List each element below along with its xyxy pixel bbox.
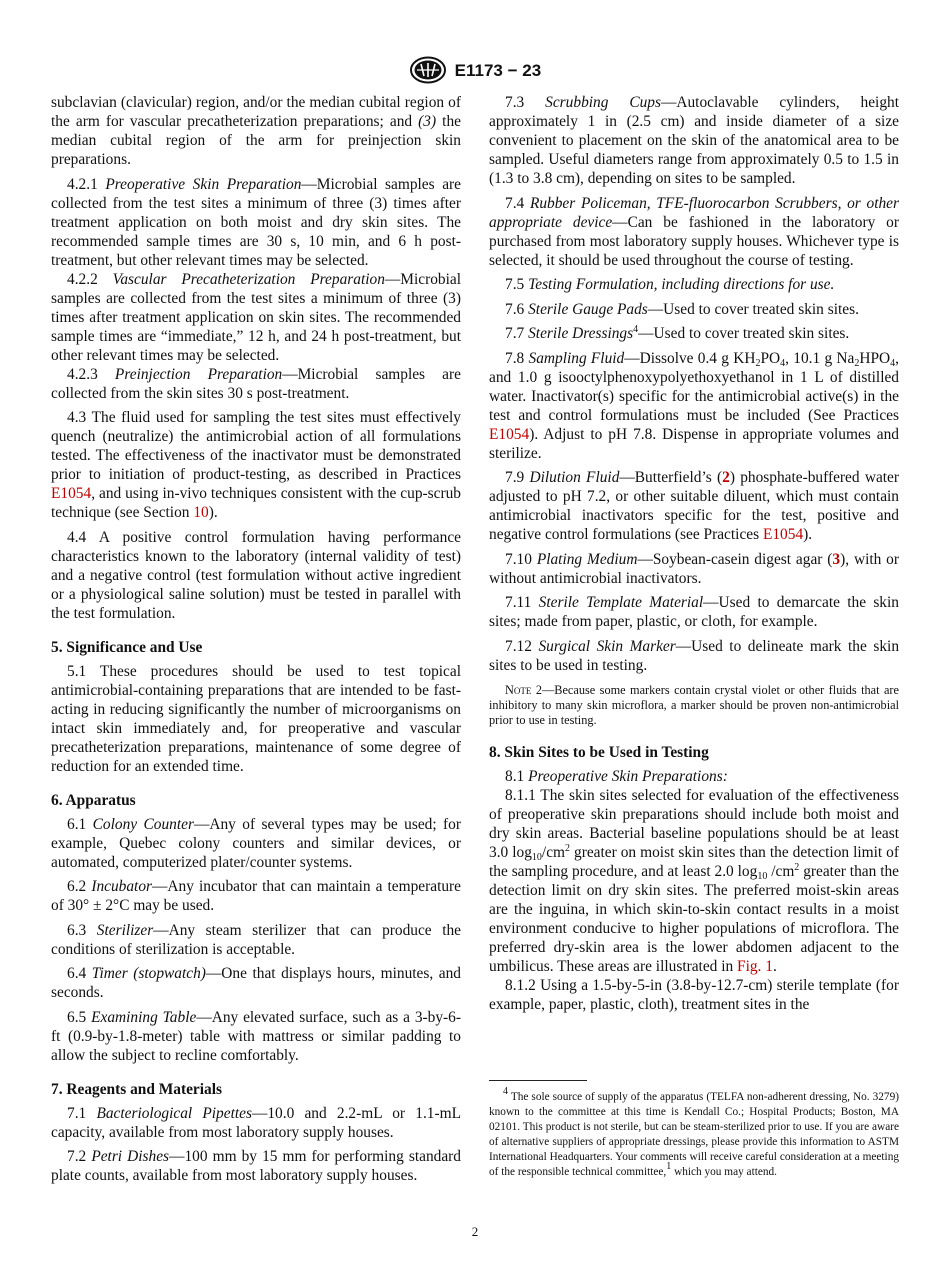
paragraph-7-1: 7.1 Bacteriological Pipettes—10.0 and 2.2-mL or 1.1-mL capacity, available from most laboratory supply houses.: [51, 1104, 461, 1141]
section-heading-7: 7. Reagents and Materials: [51, 1080, 222, 1098]
section-heading-6: 6. Apparatus: [51, 791, 136, 809]
paragraph-7-3: 7.3 Scrubbing Cups—Autoclavable cylinders, height approximately 1 in (2.5 cm) and inside diameter of a size convenient to placement on the skin of the anatomical area to be sampled. Useful diameters range from approximately 0.5 to 1.5 in (1.3 to 3.8 cm), depending on sites to be sampled.: [489, 94, 899, 187]
note-2: Note 2—Because some markers contain crystal violet or other fluids that are inhibitory to many skin microflora, a marker should be proven non-antimicrobial prior to use in testing.: [489, 682, 899, 727]
paragraph-4-2-continued: subclavian (clavicular) region, and/or the median cubital region of the arm for vascular precatheterization preparations; and (3) the median cubital region of the arm for preinjection skin preparations.: [51, 94, 461, 168]
paragraph-7-7: 7.7 Sterile Dressings$^4$—Used to cover treated skin sites.: [505, 324, 850, 342]
paragraph-5-1: 5.1 These procedures should be used to test topical antimicrobial-containing preparations that are intended to be fast-acting in reducing significantly the number of microorganisms on intact skin immediately and, for preoperative and vascular precatheterization preparations, maintenance of some degree of reduction for an extended time.: [51, 662, 461, 775]
astm-logo: [409, 56, 447, 84]
page-number: 2: [471, 1224, 479, 1239]
paragraph-7-2: 7.2 Petri Dishes—100 mm by 15 mm for performing standard plate counts, available from most laboratory supply houses.: [51, 1148, 461, 1184]
right-column: [489, 93, 899, 1020]
paragraph-8-1-2: 8.1.2 Using a 1.5-by-5-in (3.8-by-12.7-cm) sterile template (for example, paper, plastic, cloth), treatment sites in the: [489, 977, 899, 1014]
paragraph-4-4: 4.4 A positive control formulation having performance characteristics known to the laboratory (internal validity of test) and a negative control (test formulation without active ingredient or a physiological saline solution) must be tested in parallel with the test formulation.: [51, 528, 461, 622]
section-heading-5: 5. Significance and Use: [51, 638, 203, 656]
footnote-ref-4: 4: [633, 324, 639, 335]
paragraph-6-3: 6.3 Sterilizer—Any steam sterilizer that can produce the conditions of sterilization is acceptable.: [51, 921, 461, 958]
link-e1054[interactable]: E1054: [51, 485, 92, 502]
footnote-4: $^4$ The sole source of supply of the apparatus (TELFA non-adherent dressing, No. 3279) known to the committee at this time is Kendall Co.; Hospital Products; Boston, MA 02101. This product is not sterile, but can be steam-sterilized prior to use. If you are aware of alternative suppliers of appropriate dressings, please provide this information to ASTM International Headquarters. Your comments will receive careful consideration at a meeting of the responsible technical committee,$^1$ which you may attend.: [489, 1086, 899, 1178]
footnote-divider: [489, 1080, 587, 1081]
paragraph-6-2: 6.2 Incubator—Any incubator that can maintain a temperature of 30° ± 2°C may be used.: [51, 878, 461, 914]
paragraph-7-8: 7.8 Sampling Fluid—Dissolve 0.4 g $KH_2PO_4$, 10.1 g $Na_2HPO_4$, and 1.0 g isooctylphenoxypolyethoxyethanol in 1 L of distilled water. Inactivator(s) specific for the antimicrobial active(s) in the test and control formulations must be included (See Practices E1054). Adjust to pH 7.8. Dispense in appropriate volumes and sterilize.: [489, 349, 899, 462]
left-column: [51, 93, 461, 1191]
paragraph-7-6: 7.6 Sterile Gauge Pads—Used to cover treated skin sites.: [505, 300, 859, 318]
link-e1054[interactable]: E1054: [762, 526, 804, 543]
link-fig-1[interactable]: Fig. 1: [737, 958, 773, 976]
link-section-10[interactable]: 10: [193, 504, 209, 521]
paragraph-7-9: 7.9 Dilution Fluid—Butterfield’s (2) phosphate-buffered water adjusted to pH 7.2, or other suitable diluent, which must contain antimicrobial inactivators specific for the test, positive and negative control formulations (see Practices E1054).: [489, 469, 900, 543]
link-e1054[interactable]: E1054: [489, 425, 530, 443]
paragraph-7-4: 7.4 Rubber Policeman, TFE-fluorocarbon Scrubbers, or other appropriate device—Can be fashioned in the laboratory or purchased from most laboratory supply houses. Whichever type is selected, it should be used throughout the course of testing.: [489, 194, 899, 269]
paragraph-4-3: 4.3 The fluid used for sampling the test sites must effectively quench (neutralize) the antimicrobial action of all formulations tested. The effectiveness of the inactivator must be demonstrated prior to initiation of product-testing, as described in Practices E1054, and using in-vivo techniques consistent with the cup-scrub technique (see Section 10).: [51, 409, 461, 521]
paragraph-4-2-2: 4.2.2 Vascular Precatheterization Preparation—Microbial samples are collected from the test sites a minimum of three (3) times after treatment application on skin sites. The recommended sample times are “immediate,” 12 h, and 24 h post-treatment, but other relevant times may be selected.: [51, 270, 461, 364]
paragraph-6-5: 6.5 Examining Table—Any elevated surface, such as a 3-by-6-ft (0.9-by-1.8-meter) table with mattress or similar padding to allow the subject to recline comfortably.: [51, 1008, 461, 1064]
page-header: [0, 56, 950, 86]
paragraph-7-5: 7.5 Testing Formulation, including directions for use.: [505, 276, 835, 293]
paragraph-6-4: 6.4 Timer (stopwatch)—One that displays hours, minutes, and seconds.: [51, 965, 461, 1001]
section-heading-8: 8. Skin Sites to be Used in Testing: [489, 744, 709, 762]
document-id: E1173 − 23: [454, 60, 542, 80]
reference-link-3[interactable]: 3: [832, 550, 841, 568]
paragraph-7-11: 7.11 Sterile Template Material—Used to demarcate the skin sites; made from paper, plastic, or cloth, for example.: [489, 594, 899, 630]
paragraph-7-12: 7.12 Surgical Skin Marker—Used to delineate mark the skin sites to be used in testing.: [489, 637, 900, 674]
paragraph-8-1-1: 8.1.1 The skin sites selected for evaluation of the effectiveness of preoperative skin preparations should include both moist and dry skin areas. Bacterial baseline populations should be at least 3.0 $\log_{10}/cm^2$ greater on moist skin sites than the detection limit of the sampling procedure, and at least 2.0 $\log_{10} /cm^2$ greater than the detection limit on dry skin sites. The preferred moist-skin areas are the inguina, in which skin-to-skin contact results in a moist environment conducive to higher populations of microflora. The preferred dry-skin area is the lower abdomen adjacent to the umbilicus. These areas are illustrated in Fig. 1.: [489, 787, 899, 976]
paragraph-8-1: 8.1 Preoperative Skin Preparations:: [505, 768, 728, 786]
paragraph-4-2-1: 4.2.1 Preoperative Skin Preparation—Microbial samples are collected from the test sites a minimum of three (3) times after treatment application on both moist and dry skin sites. The recommended sample times are 30 s, 10 min, and 6 h post-treatment, but other relevant times may be selected.: [51, 175, 461, 269]
paragraph-4-2-3: 4.2.3 Preinjection Preparation—Microbial samples are collected from the skin sites 30 s post-treatment.: [51, 365, 461, 402]
reference-link-2[interactable]: 2: [722, 469, 730, 486]
paragraph-7-10: 7.10 Plating Medium—Soybean-casein digest agar (3), with or without antimicrobial inactivators.: [489, 550, 900, 587]
paragraph-6-1: 6.1 Colony Counter—Any of several types may be used; for example, Quebec colony counters and similar devices, or automated, computerized plater/counter systems.: [51, 815, 461, 871]
